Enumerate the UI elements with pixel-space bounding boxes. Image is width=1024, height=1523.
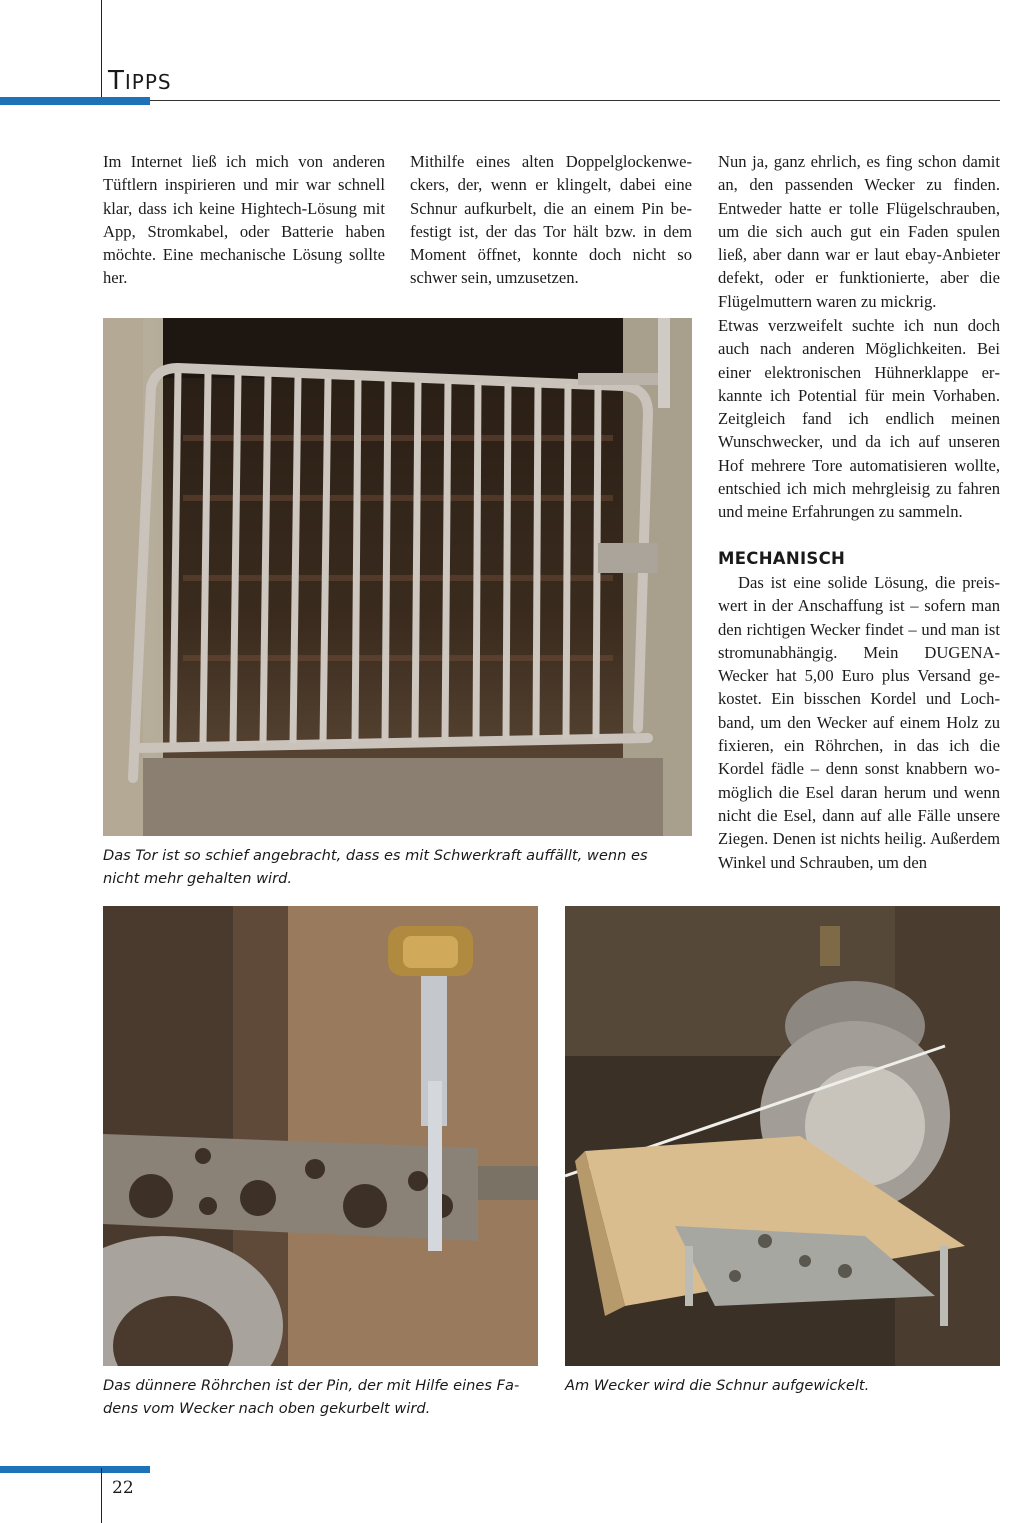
column-3-paragraph-3: Das ist eine solide Lösung, die preiswert in der Anschaffung ist – sofern man den richtigen Wecker findet – und man ist stromunabhängig. Mein DUGENA-Wecker hat 5,00 Euro plus Versand gekostet. Ein bisschen Kordel und Lochband, um den Wecker auf einem Holz zu fixieren, ein Röhrchen, in das ich die Kordel fädle – denn sonst knabbern womöglich die Esel daran herum und wenn nicht die Esel, dann auf alle Fälle unsere Ziegen. Denen ist nichts heilig. Außerdem Winkel und Schrauben, um den (718, 573, 1000, 872)
accent-bar-bottom (0, 1466, 150, 1473)
header-rule (150, 100, 1000, 101)
margin-line-bottom (101, 1468, 102, 1523)
caption-alarm-clock-photo: Am Wecker wird die Schnur aufgewickelt. (565, 1377, 870, 1394)
column-2-text: Mithilfe eines alten Doppelglockenweckers, der, wenn er klingelt, dabei eine Schnur aufkurbelt, die an einem Pin befestigt ist, der das Tor hält bzw. in dem Moment öffnet, konnte doch nicht so schwer sein, umzusetzen. (410, 152, 692, 288)
caption-gate-photo: Das Tor ist so schief angebracht, dass es mit Schwerkraft auffällt, wenn es nicht mehr gehalten wird. (103, 847, 648, 887)
column-1-text: Im Internet ließ ich mich von anderen Tüftlern inspirieren und mir war schnell klar, dass ich keine Hightech-Lösung mit App, Stromkabel, oder Batterie haben möchte. Eine mechanische Lösung sollte her. (103, 152, 385, 288)
caption-pin-photo: Das dünnere Röhrchen ist der Pin, der mit Hilfe eines Fadens vom Wecker nach oben gekurbelt wird. (103, 1377, 520, 1417)
section-heading: MECHANISCH (718, 549, 846, 568)
column-3-paragraph-1: Nun ja, ganz ehrlich, es fing schon damit an, den passenden Wecker zu finden. Entweder hatte er tolle Flügelschrauben, um die sich auch gut ein Faden spulen ließ, aber dann war er laut ebay-Anbieter defekt, oder er funktionierte, aber die Flügelmuttern waren zu mickrig. (718, 152, 1000, 311)
accent-bar-top (0, 97, 150, 105)
section-title: TIPPS (108, 66, 172, 96)
alarm-clock-photo (565, 906, 1000, 1366)
page-number: 22 (112, 1478, 134, 1498)
margin-line-top (101, 0, 102, 102)
column-3-paragraph-2: Etwas verzweifelt suchte ich nun doch auch nach anderen Möglichkeiten. Bei einer elektronischen Hühnerklappe erkannte ich Potential für mein Vorhaben. Zeitgleich fand ich endlich meinen Wunschwecker, und da ich auf unseren Hof mehrere Tore automatisieren wollte, entschied ich mich mehrgleisig zu fahren und meine Erfahrungen zu sammeln. (718, 316, 1000, 522)
pin-photo (103, 906, 538, 1366)
gate-photo (103, 318, 692, 836)
